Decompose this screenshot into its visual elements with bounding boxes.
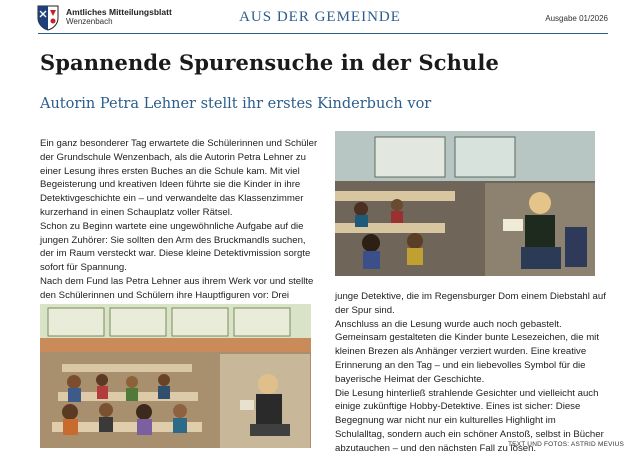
masthead-subtitle: Wenzenbach: [66, 17, 113, 26]
author-reading-photo: [335, 131, 595, 276]
masthead-title: Amtliches Mitteilungsblatt: [66, 7, 172, 17]
paragraph: junge Detektive, die im Regensburger Dom einem Diebstahl auf der Spur sind.: [335, 291, 606, 316]
article-column-1: [40, 137, 318, 303]
classroom-reading-photo: [40, 304, 311, 448]
paragraph: Schon zu Beginn wartete eine ungewöhnliche Aufgabe auf die jungen Zuhörer: Sie sollten den Arm des Bruckmandls suchen, der im Raum versteckt war. Diese kleine Detektivmission sorgte sofort für Spannung.: [40, 220, 311, 274]
article-column-2: [335, 290, 607, 456]
paragraph: Die Lesung hinterließ strahlende Gesichter und vielleicht auch einige zukünftige Hobby-Detektive. Eines ist sicher: Diese Begegnung war nicht nur ein kulturelles Highlight im Schulalltag, sondern auch ein schöner Anstoß, selbst in Bücher abzutauchen – und den nächsten Fall zu lösen.: [335, 387, 604, 454]
section-title: AUS DER GEMEINDE: [239, 9, 401, 25]
issue-number: Ausgabe 01/2026: [545, 14, 608, 23]
photo-credit: TEXT UND FOTOS: ASTRID MEVIUS: [508, 441, 625, 448]
paragraph: Ein ganz besonderer Tag erwartete die Schülerinnen und Schüler der Grundschule Wenzenbach, als die Autorin Petra Lehner zu einer Lesung ihres ersten Buches an die Schule kam. Mit viel Begeisterung und kreativen Ideen führte sie die Kinder in ihre Detektivgeschichte ein – und verwandelte das Klassenzimmer kurzerhand in einen Schauplatz voller Rätsel.: [40, 138, 318, 218]
page-header: [0, 0, 640, 38]
paragraph: Anschluss an die Lesung wurde auch noch gebastelt. Gemeinsam gestalteten die Kinder bunte Lesezeichen, die mit kleinen Brezen als Anhänger verziert wurden. Eine kreative Erinnerung an den Tag – und ein liebevolles Symbol für die bayerische Heimat der Geschichte.: [335, 318, 599, 385]
header-divider: [38, 33, 608, 34]
paragraph: Nach dem Fund las Petra Lehner aus ihrem Werk vor und stellte den Schülerinnen und Schülern ihre Hauptfiguren vor: Drei: [40, 275, 314, 301]
article-title: Spannende Spurensuche in der Schule: [40, 50, 499, 75]
article-subtitle: Autorin Petra Lehner stellt ihr erstes Kinderbuch vor: [40, 96, 432, 112]
